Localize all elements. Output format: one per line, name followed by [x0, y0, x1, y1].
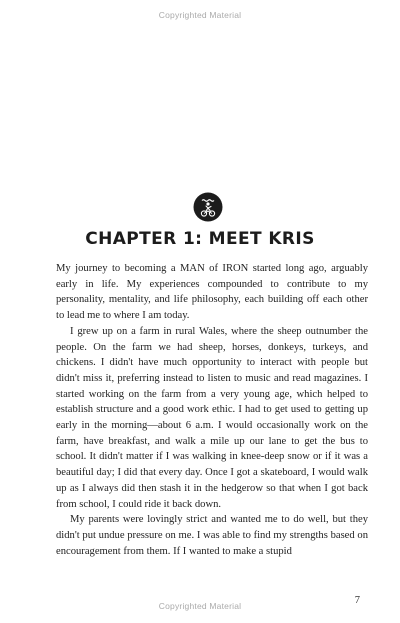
copyright-watermark-top: Copyrighted Material — [158, 10, 242, 20]
paragraph: My journey to becoming a MAN of IRON started long ago, arguably early in life. My experiences compounded to contribute to my personality, mentality, and life philosophy, each building off each other to lead me to where I am today. — [56, 263, 368, 322]
copyright-watermark-bottom: Copyrighted Material — [158, 601, 242, 611]
chapter-body — [56, 261, 368, 559]
paragraph: My parents were lovingly strict and wanted me to do well, but they didn't put undue pressure on me. I was able to find my strengths based on encouragement from them. If I wanted to make a stupid — [56, 514, 368, 557]
page-number: 7 — [354, 595, 360, 606]
paragraph: I grew up on a farm in rural Wales, where the sheep outnumber the people. On the farm we had sheep, horses, donkeys, turkeys, and chickens. I didn't have much opportunity to interact with people but didn't miss it, preferring instead to listen to music and read magazines. I started working on the farm from a very young age, which helped to establish structure and a good work ethic. I had to get used to getting up early in the morning—about 6 a.m. I would occasionally work on the farm, have breakfast, and walk a mile up our lane to get the bus to school. It didn't matter if I was walking in knee-deep snow or if it was a beautiful day; I did that every day. Once I got a skateboard, I would walk up as I always did then stash it in the hedgerow so that when I got back from school, I could ride it back down. — [56, 325, 368, 510]
chapter-title: CHAPTER 1: MEET KRIS — [85, 229, 315, 249]
triathlon-emblem-icon — [193, 192, 223, 222]
